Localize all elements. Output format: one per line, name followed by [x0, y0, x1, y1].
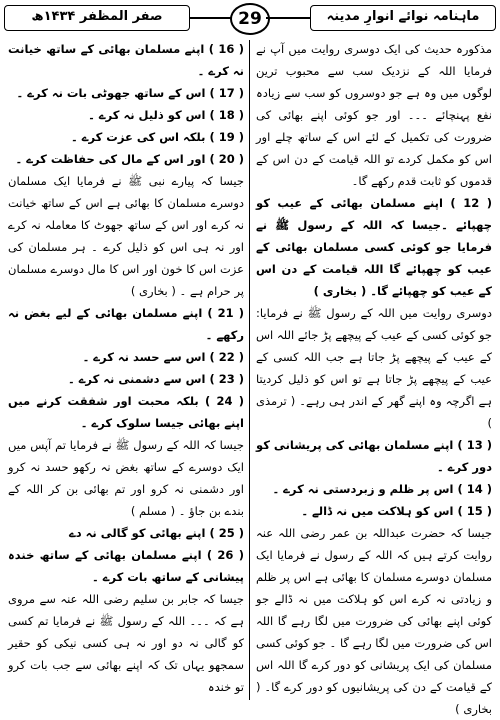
page-header [4, 3, 496, 37]
paragraph: جیسا کہ اللہ کے رسول ﷺ نے فرمایا تم آپس میں ایک دوسرے کے ساتھ بغض نہ رکھو حسد نہ کرو اور دشمنی نہ کرو اور تم بھائی بن کر اللہ کے بندے بن جاؤ ۔ ( مسلم ) [8, 438, 244, 518]
paragraph: مذکورہ حدیث کی ایک دوسری روایت میں آپ نے فرمایا اللہ کے نزدیک سب سے محبوب ترین لوگوں میں وہ ہے جو دوسروں کو سب سے زیادہ نفع پہنچائے ۔۔۔ اور جو کوئی اپنے بھائی کی ضرورت کی تکمیل کے لئے اس کے ساتھ چلے اور اس کو مکمل کردے تو اللہ قیامت کے دن اس کے قدموں کو ثابت قدم رکھے گا۔ [256, 42, 492, 188]
numbered-item: ( 13 ) اپنے مسلمان بھائی کی پریشانی کو دور کرے ۔ [256, 438, 493, 474]
numbered-item: ( 21 ) اپنے مسلمان بھائی کے لیے بغض نہ رکھے ۔ [8, 306, 244, 342]
right-text-column [256, 38, 493, 716]
paragraph: جیسا کہ پیارے نبی ﷺ نے فرمایا ایک مسلمان دوسرے مسلمان کا بھائی ہے اس کے ساتھ خیانت نہ کرے اور اس کے ساتھ جھوٹ کا معاملہ نہ کرے اور نہ ہی اس کو ذلیل کرے ۔ ہر مسلمان کی عزت اس کا خون اور اس کا مال دوسرے مسلمان پر حرام ہے ۔ ( بخاری ) [8, 174, 244, 298]
numbered-item: ( 25 ) اپنے بھائی کو گالی نہ دے [69, 526, 244, 540]
header-rule-right [266, 17, 310, 19]
left-text-column [8, 38, 244, 703]
numbered-item: ( 22 ) اس سے حسد نہ کرے ۔ [82, 350, 244, 364]
page-number-badge: 29 [230, 3, 270, 35]
paragraph: دوسری روایت میں اللہ کے رسول ﷺ نے فرمایا: جو کوئی کسی کے عیب کے پیچھے پڑ جائے اللہ اس کے عیب کے پیچھے پڑ جاتا ہے جب اللہ کسی کے عیب کے پیچھے پڑ جاتا ہے تو اس کو ذلیل کردیتا ہے اگرچہ وہ اپنے گھر کے اندر ہی رہے۔ ( ترمذی ) [256, 306, 492, 430]
numbered-item: ( 20 ) اور اس کے مال کی حفاظت کرے ۔ [15, 152, 244, 166]
numbered-item: ( 19 ) بلکہ اس کی عزت کرے ۔ [70, 130, 244, 144]
numbered-item: ( 24 ) بلکہ محبت اور شفقت کرنے میں اپنے بھائی جیسا سلوک کرے ۔ [8, 394, 244, 430]
paragraph: جیسا کہ حضرت عبداللہ بن عمر رضی اللہ عنہ روایت کرتے ہیں کہ اللہ کے رسول نے فرمایا ایک مسلمان دوسرے مسلمان کا بھائی ہے اس پر ظلم و زیادتی نہ کرے اس کو ہلاکت میں نہ ڈالے جو کوئی اپنے بھائی کی ضرورت میں لگا رہے گا اللہ اس کی ضرورت میں لگا رہے گا ۔ جو کوئی کسی مسلمان کی ایک پریشانی کو دور کرے گا اللہ اس کے قیامت کے دن کی پریشانیوں کو دور کرے گا۔ ( بخاری ) [256, 526, 492, 716]
numbered-item: ( 15 ) اس کو ہلاکت میں نہ ڈالے ۔ [301, 504, 492, 518]
numbered-item: ( 14 ) اس پر ظلم و زبردستی نہ کرے ۔ [272, 482, 492, 496]
numbered-item: ( 12 ) اپنے مسلمان بھائی کے عیب کو چھپائے ۔جیسا کہ اللہ کے رسول ﷺ نے فرمایا جو کوئی کسی مسلمان بھائی کے عیب کو چھپائے گا اللہ قیامت کے دن اس کے عیب کو چھپائے گا۔ ( بخاری ) [256, 196, 492, 298]
numbered-item: ( 16 ) اپنے مسلمان بھائی کے ساتھ خیانت نہ کرے ۔ [8, 42, 244, 78]
numbered-item: ( 17 ) اس کے ساتھ جھوٹی بات نہ کرے ۔ [16, 86, 244, 100]
numbered-item: ( 18 ) اس کو ذلیل نہ کرے ۔ [88, 108, 244, 122]
numbered-item: ( 23 ) اس سے دشمنی نہ کرے ۔ [67, 372, 244, 386]
issue-date-label: صفر المظفر ۱۴۳۴ھ [4, 5, 190, 31]
paragraph: جیسا کہ جابر بن سلیم رضی اللہ عنہ سے مروی ہے کہ ۔۔۔ اللہ کے رسول ﷺ نے فرمایا تم کسی کو گالی نہ دو اور نہ ہی کسی نیکی کو حقیر سمجھو یہاں تک کہ اپنے بھائی سے جب بات کرو تو خندہ [8, 592, 244, 694]
magazine-title: ماہنامہ نوائے انوارِ مدینہ [310, 5, 496, 31]
header-rule-left [190, 17, 234, 19]
numbered-item: ( 26 ) اپنے مسلمان بھائی کے ساتھ خندہ پیشانی کے ساتھ بات کرے ۔ [8, 548, 244, 584]
column-divider [249, 40, 250, 700]
